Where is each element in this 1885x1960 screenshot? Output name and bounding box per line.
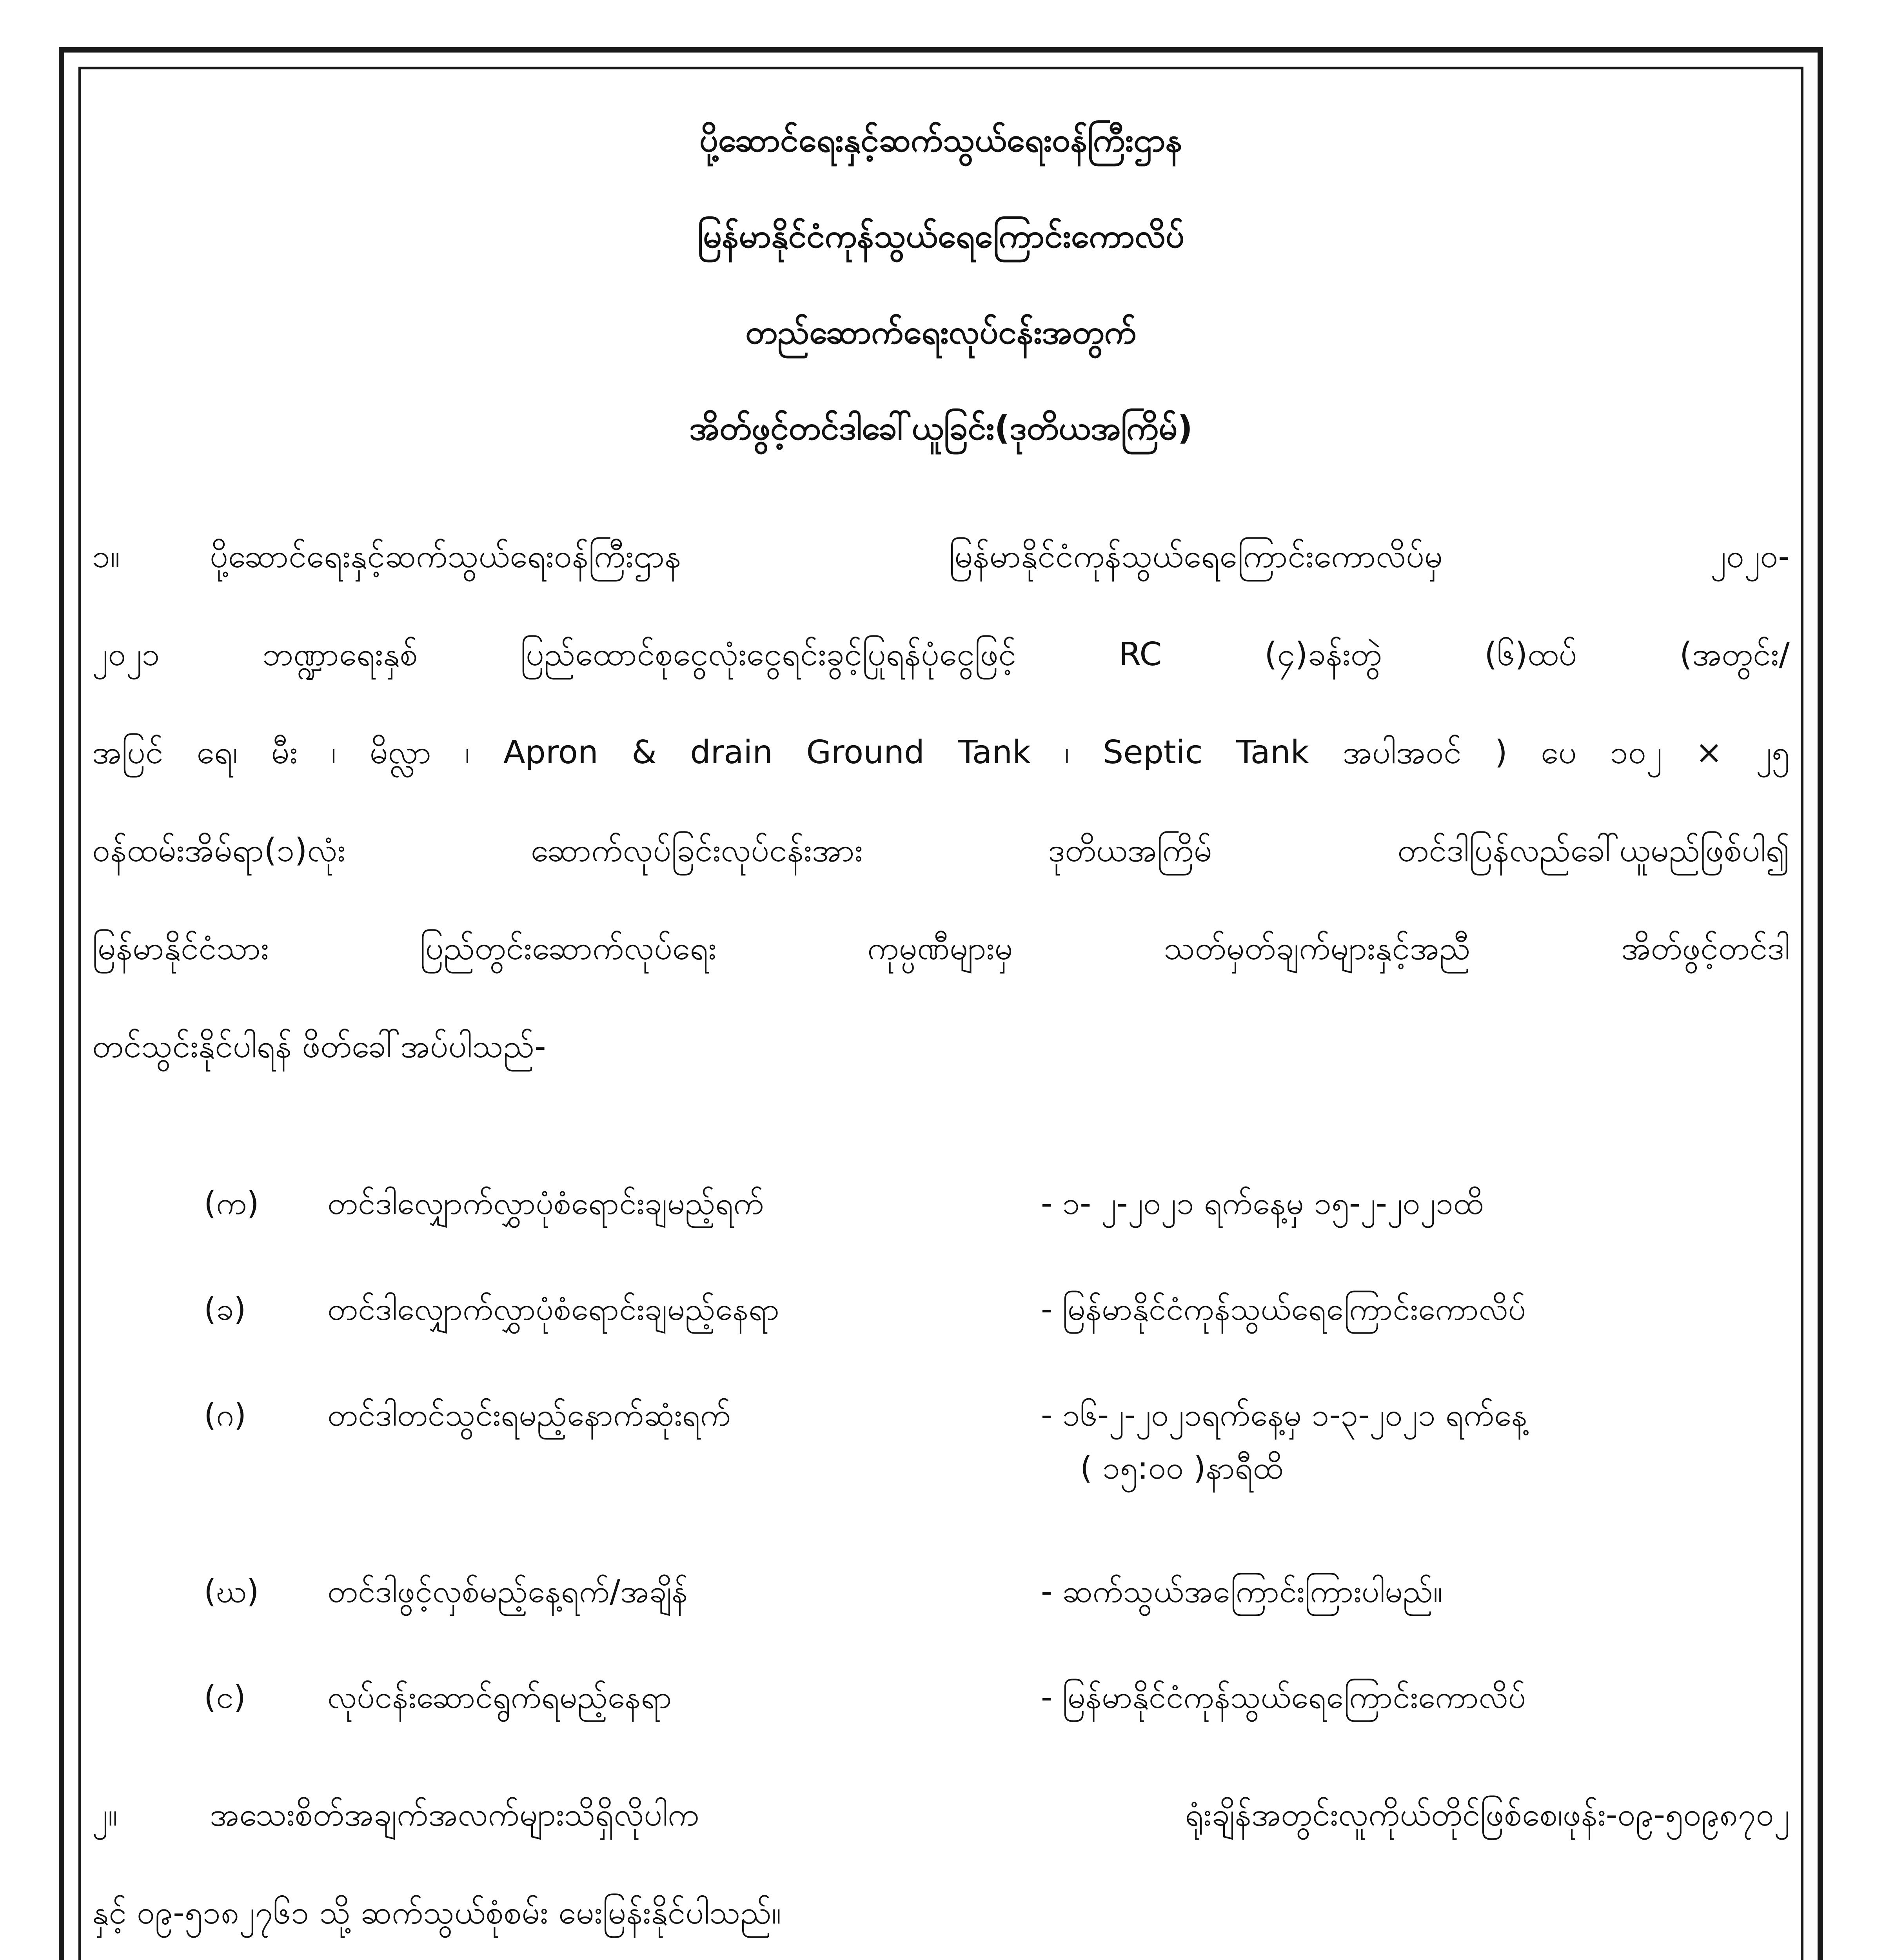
college-title: မြန်မာနိုင်ငံကုန်သွယ်ရေကြောင်းကောလိပ် <box>697 217 1184 255</box>
paragraph-2-line: နှင့် ၀၉-၅၁၈၂၇၆၁ သို့ ဆက်သွယ်စုံစမ်း မေးမြန်းနိုင်ပါသည်။ <box>92 1894 781 1931</box>
tender-schedule-list <box>92 1151 1790 1750</box>
item-marker: (ဃ) <box>204 1573 259 1610</box>
item-label: လုပ်ငန်းဆောင်ရွက်ရမည့်နေရာ <box>327 1679 672 1715</box>
item-label: တင်ဒါလျှောက်လွှာပုံစံရောင်းချမည့်နေရာ <box>327 1291 780 1327</box>
paragraph-1-line: ၂၀၂၁ ဘဏ္ဍာရေးနှစ် ပြည်ထောင်စုငွေလုံးငွေရင်းခွင့်ပြုရန်ပုံငွေဖြင့် RC (၄)ခန်းတွဲ (၆)ထပ် (အတွင်း/ <box>92 636 1790 673</box>
list-item <box>92 1362 1790 1539</box>
paragraph-1-line: အပြင် ရေ၊ မီး ၊ မိလ္လာ ၊ Apron & drain Ground Tank ၊ Septic Tank အပါအဝင် ) ပေ ၁၀၂ × ၂၅ <box>92 734 1790 771</box>
notice-header <box>92 92 1790 476</box>
item-marker: (က) <box>204 1185 259 1221</box>
item-marker: (ခ) <box>204 1291 246 1327</box>
tender-notice <box>92 80 1790 1960</box>
paragraph-1 <box>92 508 1790 1096</box>
paragraph-2-line <box>92 1766 1790 1864</box>
item-value: - မြန်မာနိုင်ငံကုန်သွယ်ရေကြောင်းကောလိပ် <box>1041 1291 1526 1327</box>
list-item <box>92 1256 1790 1362</box>
item-value: - ၁- ၂-၂၀၂၁ ရက်နေ့မှ ၁၅-၂-၂၀၂၁ထိ <box>1041 1185 1484 1221</box>
project-title: တည်ဆောက်ရေးလုပ်ငန်းအတွက် <box>745 313 1137 351</box>
paragraph-1-line: ဝန်ထမ်းအိမ်ရာ(၁)လုံး ဆောက်လုပ်ခြင်းလုပ်ငန်းအား ဒုတိယအကြိမ် တင်ဒါပြန်လည်ခေါ်ယူမည်ဖြစ်ပါ၍ <box>92 832 1790 869</box>
paragraph-1-text: ပို့ဆောင်ရေးနှင့်ဆက်သွယ်ရေးဝန်ကြီးဌာန မြန်မာနိုင်ငံကုန်သွယ်ရေကြောင်းကောလိပ်မှ ၂၀၂၀- <box>210 538 1790 575</box>
item-label: တင်ဒါလျှောက်လွှာပုံစံရောင်းချမည့်ရက် <box>327 1185 764 1221</box>
paragraph-2 <box>92 1766 1790 1960</box>
paragraph-1-line: တင်သွင်းနိုင်ပါရန် ဖိတ်ခေါ်အပ်ပါသည်- <box>92 1028 546 1065</box>
item-value: - မြန်မာနိုင်ငံကုန်သွယ်ရေကြောင်းကောလိပ် <box>1041 1679 1526 1715</box>
item-value: - ဆက်သွယ်အကြောင်းကြားပါမည်။ <box>1041 1573 1443 1610</box>
list-item <box>92 1151 1790 1256</box>
item-value-continued: ( ၁၅:၀၀ )နာရီထိ <box>1080 1450 1283 1486</box>
ministry-title: ပို့ဆောင်ရေးနှင့်ဆက်သွယ်ရေးဝန်ကြီးဌာန <box>699 121 1182 159</box>
paragraph-number: ၂။ <box>92 1796 118 1833</box>
item-value: - ၁၆-၂-၂၀၂၁ရက်နေ့မှ ၁-၃-၂၀၂၁ ရက်နေ့ <box>1041 1397 1527 1433</box>
paragraph-number: ၁။ <box>92 538 120 575</box>
item-label: တင်ဒါဖွင့်လှစ်မည့်နေ့ရက်/အချိန် <box>327 1573 688 1610</box>
tender-title: အိတ်ဖွင့်တင်ဒါခေါ်ယူခြင်း(ဒုတိယအကြိမ်) <box>689 409 1193 447</box>
list-item <box>92 1644 1790 1750</box>
item-label: တင်ဒါတင်သွင်းရမည့်နောက်ဆုံးရက် <box>327 1397 731 1433</box>
paragraph-1-line <box>92 508 1790 606</box>
paragraph-2-text: အသေးစိတ်အချက်အလက်များသိရှိလိုပါက ရုံးချိန်အတွင်းလူကိုယ်တိုင်ဖြစ်စေ၊ဖုန်း-၀၉-၅၀၉၈၇၀၂ <box>210 1796 1790 1833</box>
paragraph-1-line: မြန်မာနိုင်ငံသား ပြည်တွင်းဆောက်လုပ်ရေး ကုမ္ပဏီများမှ သတ်မှတ်ချက်များနှင့်အညီ အိတ်ဖွင့်တင်ဒါ <box>92 930 1790 967</box>
item-marker: (င) <box>204 1679 246 1715</box>
item-marker: (ဂ) <box>204 1397 247 1433</box>
list-item <box>92 1539 1790 1644</box>
